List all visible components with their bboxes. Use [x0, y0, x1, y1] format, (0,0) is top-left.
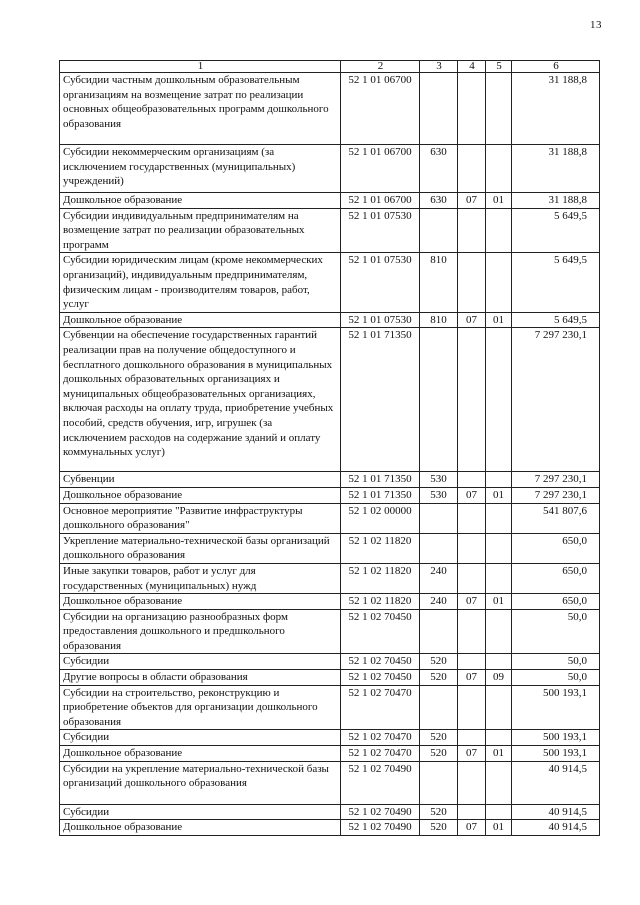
- expense-type: 520: [420, 654, 458, 670]
- section: [458, 503, 486, 533]
- subsection: [486, 253, 512, 312]
- subsection: [486, 328, 512, 472]
- column-header-3: 3: [420, 61, 458, 73]
- table-row: [60, 533, 600, 563]
- amount: 31 188,8: [512, 145, 600, 193]
- table-row: [60, 487, 600, 503]
- target-code: 52 1 02 00000: [341, 503, 420, 533]
- table-row: [60, 804, 600, 820]
- table-row: [60, 594, 600, 610]
- target-code: 52 1 02 11820: [341, 594, 420, 610]
- expense-type: [420, 761, 458, 804]
- target-code: 52 1 01 07530: [341, 208, 420, 253]
- column-header-6: 6: [512, 61, 600, 73]
- item-name: Субсидии на укрепление материально-технической базы организаций дошкольного образования: [60, 761, 341, 804]
- item-name: Субсидии юридическим лицам (кроме некоммерческих организаций), индивидуальным предпринимателям, физическим лицам - производителям товаров, работ, услуг: [60, 253, 341, 312]
- item-name: Иные закупки товаров, работ и услуг для государственных (муниципальных) нужд: [60, 563, 341, 593]
- amount: 7 297 230,1: [512, 487, 600, 503]
- section: [458, 145, 486, 193]
- section: [458, 328, 486, 472]
- table-row: [60, 609, 600, 654]
- table-row: [60, 670, 600, 686]
- table-row: [60, 761, 600, 804]
- item-name: Другие вопросы в области образования: [60, 670, 341, 686]
- section: [458, 533, 486, 563]
- expense-type: 520: [420, 746, 458, 762]
- target-code: 52 1 01 06700: [341, 193, 420, 209]
- item-name: Субсидии некоммерческим организациям (за исключением государственных (муниципальных) учреждений): [60, 145, 341, 193]
- table-row: [60, 685, 600, 730]
- expense-type: 240: [420, 594, 458, 610]
- item-name: Дошкольное образование: [60, 487, 341, 503]
- expense-type: 530: [420, 472, 458, 488]
- item-name: Субсидии частным дошкольным образовательным организациям на возмещение затрат по реализации основных общеобразовательных программ дошкольного образования: [60, 73, 341, 145]
- section: 07: [458, 746, 486, 762]
- table-row: [60, 73, 600, 145]
- target-code: 52 1 02 70470: [341, 730, 420, 746]
- item-name: Субсидии на организацию разнообразных форм предоставления дошкольного и предшкольного образования: [60, 609, 341, 654]
- target-code: 52 1 02 70490: [341, 804, 420, 820]
- expense-type: [420, 685, 458, 730]
- section: 07: [458, 487, 486, 503]
- item-name: Укрепление материально-технической базы организаций дошкольного образования: [60, 533, 341, 563]
- table-row: [60, 193, 600, 209]
- subsection: 01: [486, 820, 512, 836]
- expense-type: [420, 503, 458, 533]
- table-row: [60, 253, 600, 312]
- section: [458, 73, 486, 145]
- section: [458, 563, 486, 593]
- target-code: 52 1 02 11820: [341, 563, 420, 593]
- page-number: 13: [590, 19, 602, 31]
- section: 07: [458, 193, 486, 209]
- subsection: 01: [486, 312, 512, 328]
- header-row: [60, 61, 600, 73]
- item-name: Дошкольное образование: [60, 820, 341, 836]
- amount: 500 193,1: [512, 730, 600, 746]
- expense-type: [420, 73, 458, 145]
- item-name: Субсидии на строительство, реконструкцию и приобретение объектов для организации дошкольного образования: [60, 685, 341, 730]
- amount: 31 188,8: [512, 193, 600, 209]
- target-code: 52 1 02 11820: [341, 533, 420, 563]
- table-row: [60, 563, 600, 593]
- table-body: [60, 73, 600, 836]
- subsection: [486, 730, 512, 746]
- amount: 541 807,6: [512, 503, 600, 533]
- amount: 7 297 230,1: [512, 472, 600, 488]
- amount: 7 297 230,1: [512, 328, 600, 472]
- target-code: 52 1 02 70450: [341, 654, 420, 670]
- section: [458, 253, 486, 312]
- target-code: 52 1 02 70450: [341, 609, 420, 654]
- amount: 50,0: [512, 670, 600, 686]
- item-name: Субсидии: [60, 804, 341, 820]
- item-name: Дошкольное образование: [60, 312, 341, 328]
- expense-type: [420, 533, 458, 563]
- subsection: [486, 563, 512, 593]
- item-name: Основное мероприятие "Развитие инфраструктуры дошкольного образования": [60, 503, 341, 533]
- section: 07: [458, 820, 486, 836]
- section: [458, 761, 486, 804]
- expense-type: 520: [420, 820, 458, 836]
- section: [458, 609, 486, 654]
- expense-type: 810: [420, 253, 458, 312]
- table-row: [60, 472, 600, 488]
- target-code: 52 1 02 70490: [341, 820, 420, 836]
- subsection: [486, 472, 512, 488]
- target-code: 52 1 01 07530: [341, 253, 420, 312]
- item-name: Субвенции: [60, 472, 341, 488]
- table-row: [60, 746, 600, 762]
- subsection: 01: [486, 193, 512, 209]
- subsection: [486, 609, 512, 654]
- table-row: [60, 328, 600, 472]
- amount: 31 188,8: [512, 73, 600, 145]
- section: [458, 685, 486, 730]
- table-row: [60, 730, 600, 746]
- subsection: [486, 145, 512, 193]
- item-name: Дошкольное образование: [60, 746, 341, 762]
- amount: 40 914,5: [512, 820, 600, 836]
- target-code: 52 1 02 70490: [341, 761, 420, 804]
- subsection: [486, 503, 512, 533]
- column-header-1: 1: [60, 61, 341, 73]
- item-name: Субсидии индивидуальным предпринимателям на возмещение затрат по реализации образовательных программ: [60, 208, 341, 253]
- target-code: 52 1 01 71350: [341, 328, 420, 472]
- expense-type: [420, 609, 458, 654]
- expense-type: 520: [420, 670, 458, 686]
- section: [458, 730, 486, 746]
- target-code: 52 1 02 70470: [341, 685, 420, 730]
- section: 07: [458, 670, 486, 686]
- item-name: Дошкольное образование: [60, 193, 341, 209]
- expense-type: 630: [420, 193, 458, 209]
- amount: 5 649,5: [512, 312, 600, 328]
- amount: 500 193,1: [512, 685, 600, 730]
- amount: 5 649,5: [512, 253, 600, 312]
- section: 07: [458, 312, 486, 328]
- table-row: [60, 312, 600, 328]
- target-code: 52 1 01 06700: [341, 145, 420, 193]
- budget-table: [59, 60, 600, 836]
- section: [458, 472, 486, 488]
- column-header-5: 5: [486, 61, 512, 73]
- item-name: Субсидии: [60, 730, 341, 746]
- expense-type: 630: [420, 145, 458, 193]
- subsection: [486, 685, 512, 730]
- subsection: [486, 73, 512, 145]
- target-code: 52 1 01 71350: [341, 472, 420, 488]
- subsection: [486, 654, 512, 670]
- table-row: [60, 654, 600, 670]
- target-code: 52 1 02 70470: [341, 746, 420, 762]
- amount: 500 193,1: [512, 746, 600, 762]
- subsection: [486, 761, 512, 804]
- item-name: Субвенции на обеспечение государственных гарантий реализации прав на получение общедоступного и бесплатного дошкольного образования в муниципальных дошкольных образовательных организациях и муниципальных общеобразовательных организациях, включая расходы на оплату труда, приобретение учебных пособий, средств обучения, игр, игрушек (за исключением расходов на содержание зданий и оплату коммунальных услуг): [60, 328, 341, 472]
- amount: 650,0: [512, 563, 600, 593]
- expense-type: [420, 328, 458, 472]
- subsection: 01: [486, 487, 512, 503]
- table-row: [60, 145, 600, 193]
- table-row: [60, 503, 600, 533]
- column-header-2: 2: [341, 61, 420, 73]
- section: [458, 804, 486, 820]
- subsection: 09: [486, 670, 512, 686]
- section: [458, 208, 486, 253]
- target-code: 52 1 02 70450: [341, 670, 420, 686]
- expense-type: 810: [420, 312, 458, 328]
- subsection: 01: [486, 746, 512, 762]
- subsection: 01: [486, 594, 512, 610]
- amount: 40 914,5: [512, 804, 600, 820]
- amount: 40 914,5: [512, 761, 600, 804]
- amount: 50,0: [512, 609, 600, 654]
- section: 07: [458, 594, 486, 610]
- section: [458, 654, 486, 670]
- subsection: [486, 208, 512, 253]
- expense-type: 520: [420, 730, 458, 746]
- target-code: 52 1 01 71350: [341, 487, 420, 503]
- expense-type: 530: [420, 487, 458, 503]
- item-name: Субсидии: [60, 654, 341, 670]
- target-code: 52 1 01 06700: [341, 73, 420, 145]
- expense-type: [420, 208, 458, 253]
- amount: 5 649,5: [512, 208, 600, 253]
- column-header-4: 4: [458, 61, 486, 73]
- target-code: 52 1 01 07530: [341, 312, 420, 328]
- amount: 50,0: [512, 654, 600, 670]
- amount: 650,0: [512, 594, 600, 610]
- expense-type: 520: [420, 804, 458, 820]
- subsection: [486, 804, 512, 820]
- table-row: [60, 820, 600, 836]
- expense-type: 240: [420, 563, 458, 593]
- item-name: Дошкольное образование: [60, 594, 341, 610]
- amount: 650,0: [512, 533, 600, 563]
- table-row: [60, 208, 600, 253]
- subsection: [486, 533, 512, 563]
